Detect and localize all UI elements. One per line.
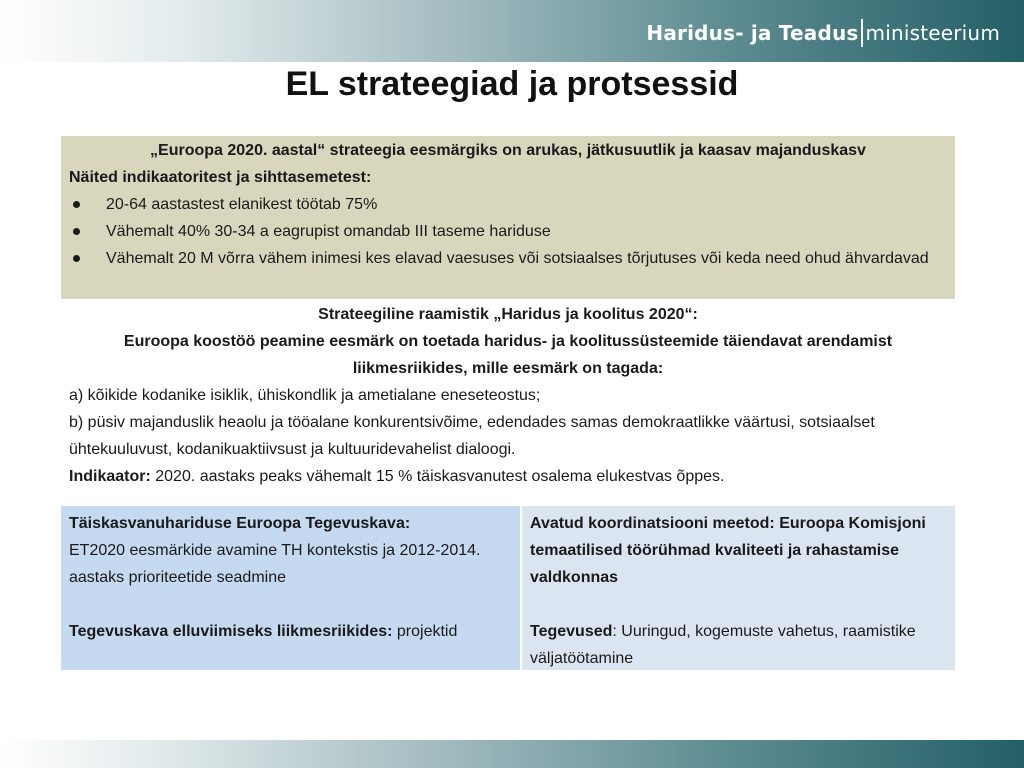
brand-light-text: ministeerium: [865, 21, 1000, 45]
europe-2020-panel: [61, 136, 955, 299]
spacer: [69, 591, 512, 618]
et2020-heading: Strateegiline raamistik „Haridus ja koolitus 2020“:: [318, 306, 698, 323]
activities: [530, 618, 947, 672]
implementation-value: projektid: [392, 623, 458, 640]
spacer: [530, 591, 947, 618]
indicator-list: [69, 191, 947, 272]
brand-bold-text: Haridus- ja Teadus: [646, 21, 859, 45]
indicator-label: Indikaator:: [69, 468, 151, 485]
action-plan-cell: [61, 506, 520, 670]
header-band: [0, 0, 1024, 62]
footer-band: [0, 740, 1024, 768]
et2020-item-a: a) kõikide kodanike isiklik, ühiskondlik ja ametialane eneseteostus;: [69, 387, 541, 404]
europe-2020-heading: „Euroopa 2020. aastal“ strateegia eesmärgiks on arukas, jätkusuutlik ja kaasav majanduskasv: [150, 142, 866, 159]
list-item: 20-64 aastastest elanikest töötab 75%: [69, 191, 947, 218]
ministry-logo: [646, 20, 1000, 46]
slide-title: EL strateegiad ja protsessid: [285, 65, 739, 103]
bottom-table: [61, 506, 955, 670]
action-plan-text: ET2020 eesmärkide avamine TH kontekstis ja 2012-2014. aastaks prioriteetide seadmine: [69, 542, 481, 586]
activities-label: Tegevused: [530, 623, 613, 640]
activities-value: : Uuringud, kogemuste vahetus, raamistike väljatöötamine: [530, 623, 916, 667]
action-plan-implementation: [69, 618, 512, 645]
list-item: Vähemalt 40% 30-34 a eagrupist omandab III taseme hariduse: [69, 218, 947, 245]
open-method-cell: [522, 506, 955, 670]
indicator-text: 2020. aastaks peaks vähemalt 15 % täiskasvanutest osalema elukestvas õppes.: [150, 468, 725, 485]
et2020-item-b: b) püsiv majanduslik heaolu ja tööalane konkurentsivõime, edendades samas demokraatlikke väärtusi, sotsiaalset ühtekuuluvust, kodanikuaktiivsust ja kultuuridevahelist dialoogi.: [69, 414, 875, 458]
action-plan-title: Täiskasvanuhariduse Euroopa Tegevuskava:: [69, 515, 411, 532]
open-method-title: Avatud koordinatsiooni meetod: Euroopa Komisjoni temaatilised töörühmad kvaliteeti ja rahastamise valdkonnas: [530, 515, 926, 586]
implementation-label: Tegevuskava elluviimiseks liikmesriikides:: [69, 623, 393, 640]
list-item: Vähemalt 20 M võrra vähem inimesi kes elavad vaesuses või sotsiaalses tõrjutuses või keda need ohud ähvardavad: [69, 245, 947, 272]
brand-separator: [861, 19, 863, 47]
et2020-indicator: [69, 463, 947, 490]
et2020-goal: Euroopa koostöö peamine eesmärk on toetada haridus- ja koolitussüsteemide täiendavat arendamist liikmesriikides, mille eesmärk on tagada:: [123, 333, 893, 377]
indicators-subheading: Näited indikaatoritest ja sihttasemetest:: [69, 169, 372, 186]
et2020-panel: [61, 301, 955, 493]
